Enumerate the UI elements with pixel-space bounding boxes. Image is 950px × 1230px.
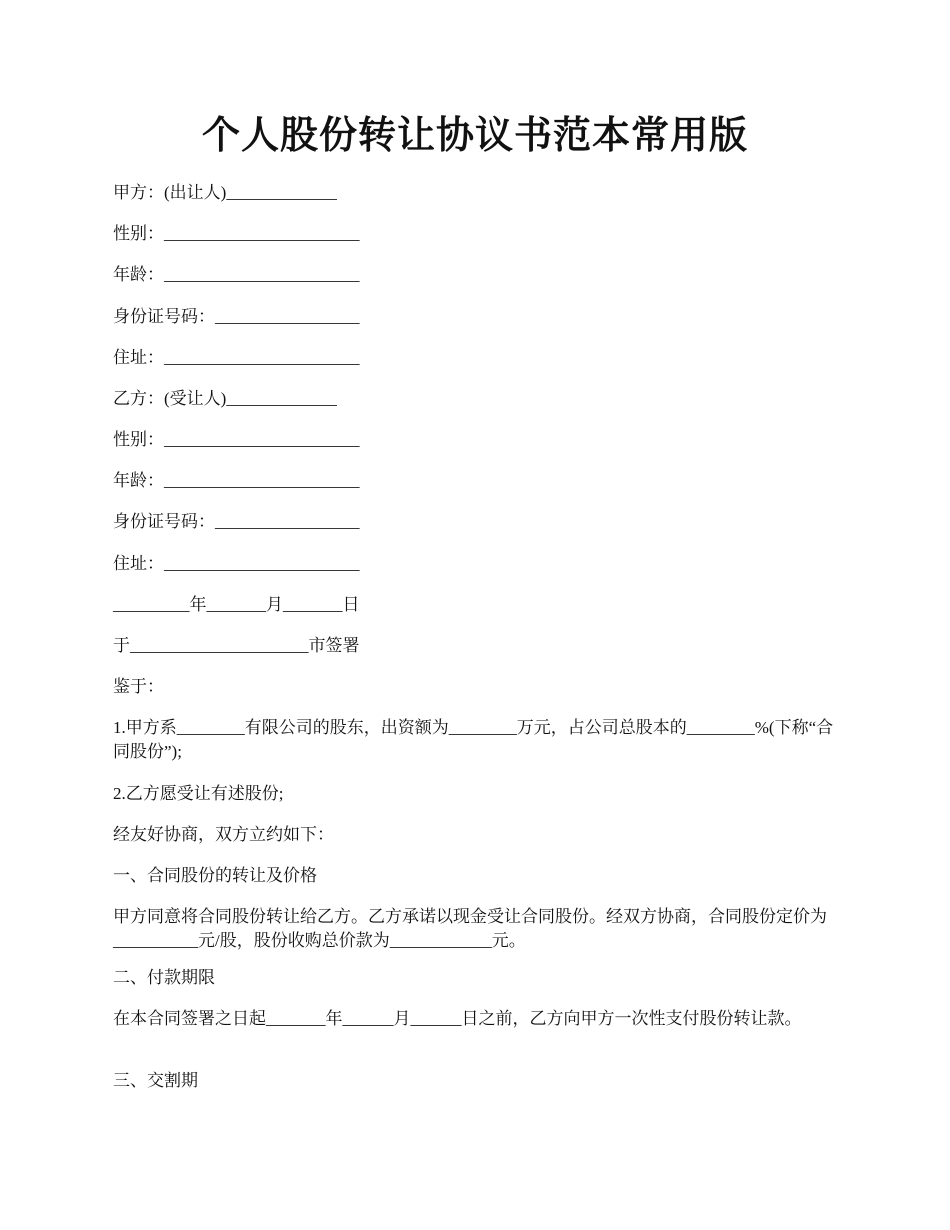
recital-1: 1.甲方系________有限公司的股东，出资额为________万元，占公司总股本的________%(下称“合同股份”); xyxy=(113,718,834,761)
party-a-gender: 性别：_______________________ xyxy=(113,224,360,243)
section-1-heading: 一、合同股份的转让及价格 xyxy=(113,866,317,885)
party-b-gender: 性别：_______________________ xyxy=(113,430,360,449)
document-title: 个人股份转让协议书范本常用版 xyxy=(201,115,748,157)
party-a-name: 甲方：(出让人)_____________ xyxy=(113,183,337,202)
agreement-intro: 经友好协商，双方立约如下： xyxy=(113,825,334,844)
section-2-body: 在本合同签署之日起_______年______月______日之前，乙方向甲方一次性支付股份转让款。 xyxy=(113,1009,802,1028)
section-3-heading: 三、交割期 xyxy=(113,1071,198,1090)
signing-place: 于_____________________市签署 xyxy=(113,636,360,655)
signing-date: _________年_______月_______日 xyxy=(113,595,360,614)
party-b-name: 乙方：(受让人)_____________ xyxy=(113,389,337,408)
party-b-age: 年龄：_______________________ xyxy=(113,471,360,490)
party-a-address: 住址：_______________________ xyxy=(113,348,360,367)
party-b-address: 住址：_______________________ xyxy=(113,554,360,573)
section-2-heading: 二、付款期限 xyxy=(113,968,215,987)
party-b-id-number: 身份证号码：_________________ xyxy=(113,512,360,531)
party-a-age: 年龄：_______________________ xyxy=(113,265,360,284)
section-1-body: 甲方同意将合同股份转让给乙方。乙方承诺以现金受让合同股份。经双方协商，合同股份定价为__________元/股，股份收购总价款为____________元。 xyxy=(113,907,827,950)
whereas-heading: 鉴于： xyxy=(113,677,164,696)
recital-2: 2.乙方愿受让有述股份; xyxy=(113,784,284,803)
party-a-id-number: 身份证号码：_________________ xyxy=(113,307,360,326)
